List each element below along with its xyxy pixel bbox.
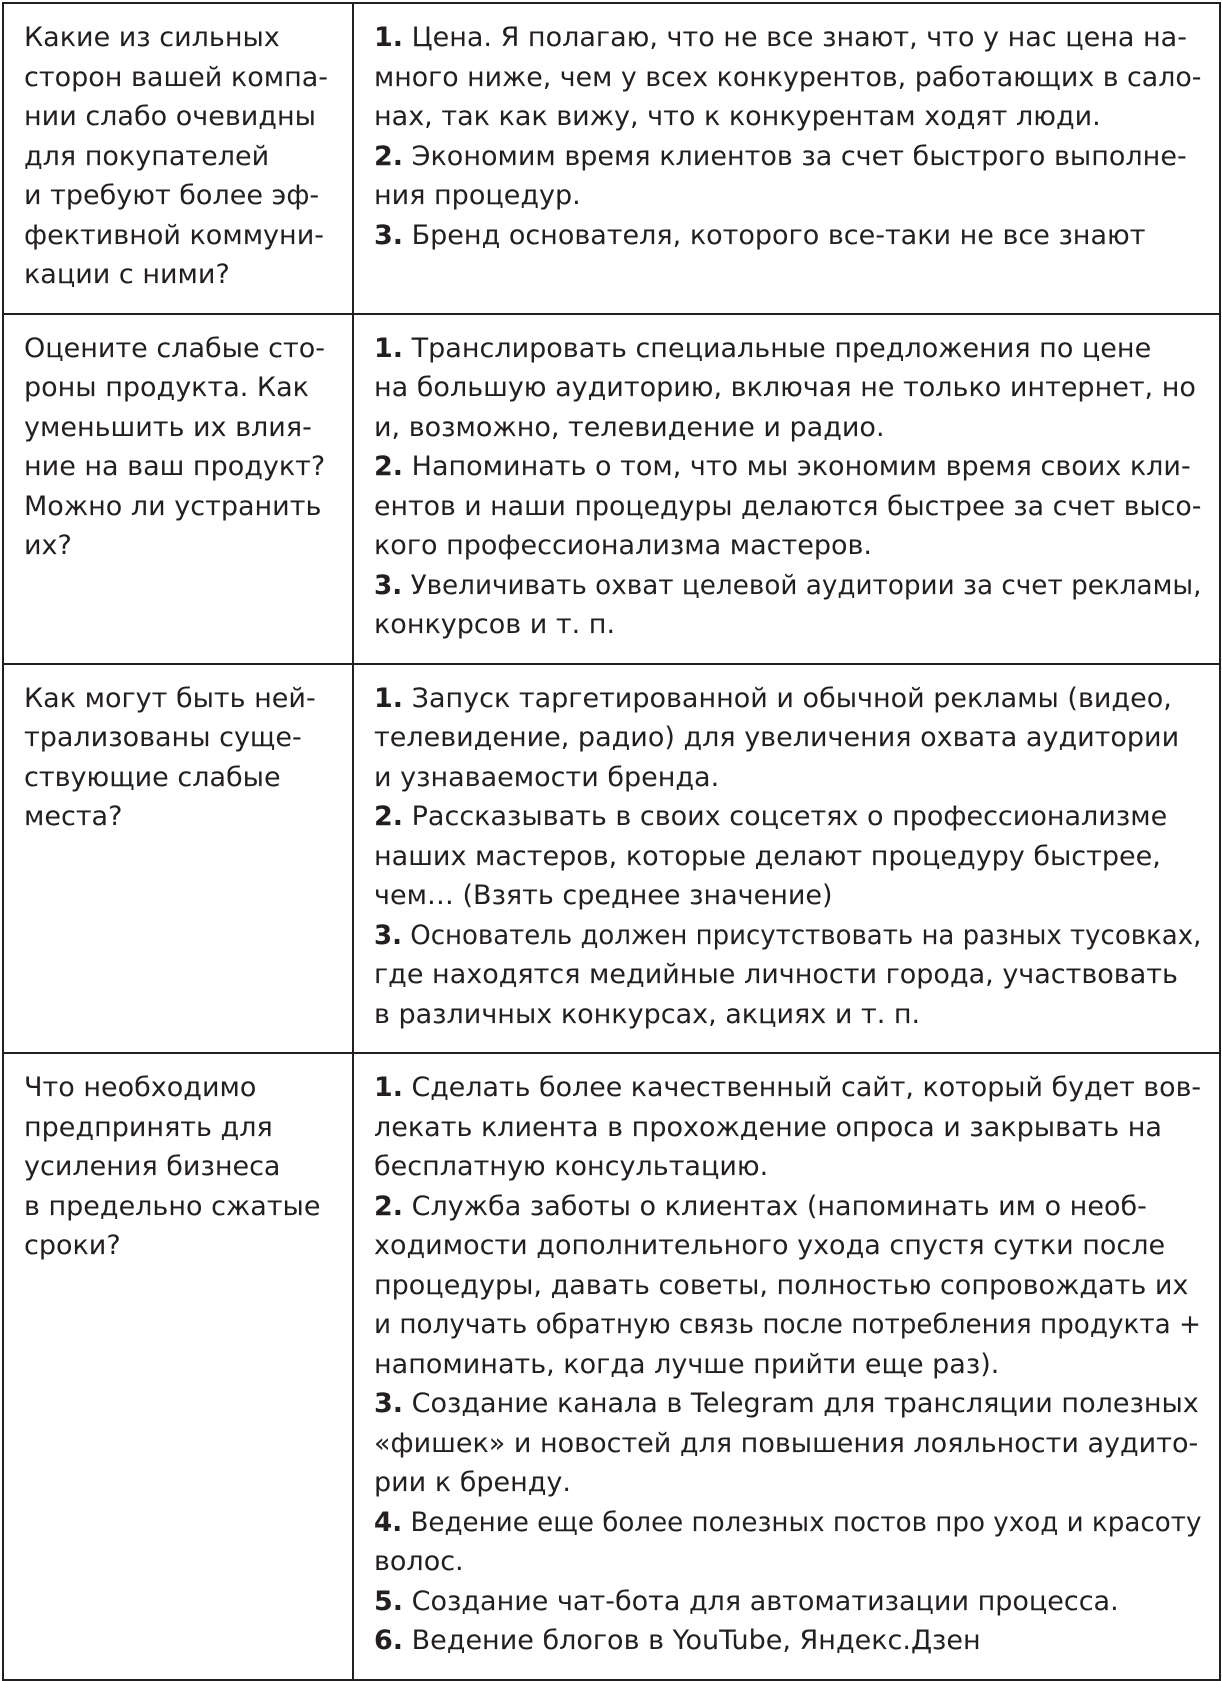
answer-line — [374, 18, 1201, 58]
answer-text: Увеличивать охват целевой аудитории за счет рекламы, — [410, 569, 1202, 601]
question-line: Оцените слабые сто- — [24, 332, 326, 364]
answer-line — [374, 955, 1201, 995]
answer-line — [374, 1424, 1201, 1464]
question-cell — [3, 1053, 353, 1680]
answer-line — [374, 176, 1201, 216]
item-number: 2. — [374, 1190, 404, 1222]
question-line: уменьшить их влия- — [24, 411, 312, 443]
answer-line — [374, 995, 1201, 1035]
answer-line — [374, 1503, 1202, 1543]
answer-cell — [353, 664, 1220, 1054]
answer-cell — [353, 314, 1220, 664]
item-number: 3. — [374, 569, 403, 601]
item-number: 4. — [374, 1506, 403, 1538]
answer-line — [374, 1147, 1201, 1187]
item-number: 2. — [374, 451, 404, 482]
question-line: фективной коммуни- — [24, 219, 324, 251]
question-line: для покупателей — [24, 140, 270, 172]
item-number: 2. — [374, 801, 404, 832]
question-line: ние на ваш продукт? — [24, 451, 326, 482]
answer-line — [374, 1345, 1201, 1385]
answer-line — [374, 216, 1201, 256]
answer-text: и узнаваемости бренда. — [374, 761, 720, 793]
answer-text: лекать клиента в прохождение опроса и закрывать на — [374, 1111, 1162, 1143]
item-number: 1. — [374, 22, 404, 53]
answer-text: и, возможно, телевидение и радио. — [374, 411, 885, 443]
answer-text: наших мастеров, которые делают процедуру быстрее, — [374, 840, 1161, 872]
item-number: 1. — [374, 682, 404, 714]
item-number: 5. — [374, 1585, 404, 1617]
table-row — [3, 664, 1220, 1054]
answer-line — [374, 876, 1201, 916]
answer-text: процедуры, давать советы, полностью сопровождать их — [374, 1269, 1189, 1301]
answer-line — [374, 1582, 1201, 1622]
answer-line — [374, 1266, 1201, 1306]
table-row — [3, 314, 1220, 664]
answer-line — [374, 1305, 1202, 1345]
item-number: 3. — [374, 1388, 404, 1419]
question-line: Что необходимо — [24, 1072, 257, 1103]
answer-text: «фишек» и новостей для повышения лояльности аудито- — [374, 1427, 1199, 1459]
answer-line — [374, 368, 1201, 408]
table-row — [3, 1053, 1220, 1680]
answer-line — [374, 1226, 1201, 1266]
answer-line — [374, 566, 1202, 606]
answer-text: Служба заботы о клиентах (напоминать им о необ- — [411, 1190, 1147, 1222]
answer-line — [374, 837, 1201, 877]
answer-text: Рассказывать в своих соцсетях о профессионализме — [411, 801, 1168, 832]
answer-text: Создание чат-бота для автоматизации процесса. — [411, 1585, 1119, 1617]
answer-line — [374, 329, 1201, 369]
answer-line — [374, 758, 1201, 798]
answer-line — [374, 97, 1201, 137]
answer-text: на большую аудиторию, включая не только интернет, но — [374, 372, 1196, 403]
question-line: Можно ли устранить — [24, 490, 322, 522]
answer-text: чем… (Взять среднее значение) — [374, 880, 833, 911]
qa-table — [2, 2, 1221, 1681]
question-line: предпринять для — [24, 1111, 273, 1143]
answer-text: ния процедур. — [374, 180, 581, 211]
answer-text: телевидение, радио) для увеличения охвата аудитории — [374, 722, 1180, 753]
item-number: 3. — [374, 919, 402, 951]
answer-line — [374, 718, 1201, 758]
answer-text: бесплатную консультацию. — [374, 1151, 769, 1182]
answer-line — [374, 137, 1201, 177]
question-line: и требуют более эф- — [24, 180, 320, 211]
answer-line — [374, 1068, 1202, 1108]
question-line: сторон вашей компа- — [24, 61, 329, 93]
answer-text: ентов и наши процедуры делаются быстрее за счет высо- — [374, 490, 1202, 522]
answer-line — [374, 1187, 1201, 1227]
answer-text: ходимости дополнительного ухода спустя сутки после — [374, 1230, 1166, 1261]
item-number: 1. — [374, 1072, 403, 1103]
qa-table-body — [3, 3, 1220, 1680]
answer-text: Ведение блогов в YouTube, Яндекс.Дзен — [411, 1625, 981, 1656]
answer-line — [374, 605, 1201, 645]
answer-text: Цена. Я полагаю, что не все знают, что у нас цена на- — [411, 22, 1187, 53]
answer-text: конкурсов и т. п. — [374, 609, 616, 640]
answer-line — [374, 1463, 1201, 1503]
table-row — [3, 3, 1220, 314]
question-line: места? — [24, 801, 123, 832]
answer-text: рии к бренду. — [374, 1467, 571, 1498]
answer-line — [374, 916, 1202, 956]
answer-text: кого профессионализма мастеров. — [374, 530, 872, 561]
question-line: Как могут быть ней- — [24, 682, 316, 714]
item-number: 1. — [374, 332, 404, 364]
answer-text: Транслировать специальные предложения по цене — [411, 332, 1152, 364]
answer-text: Сделать более качественный сайт, который будет вов- — [411, 1072, 1202, 1103]
question-line: их? — [24, 530, 72, 561]
question-cell — [3, 314, 353, 664]
answer-text: Ведение еще более полезных постов про уход и красоту — [410, 1506, 1202, 1538]
question-cell — [3, 3, 353, 314]
answer-text: где находятся медийные личности города, участвовать — [374, 959, 1178, 990]
answer-line — [374, 679, 1201, 719]
question-line: роны продукта. Как — [24, 372, 309, 403]
answer-text: Основатель должен присутствовать на разных тусовках, — [410, 919, 1202, 951]
answer-line — [374, 447, 1201, 487]
answer-line — [374, 58, 1202, 98]
answer-text: много ниже, чем у всех конкурентов, работающих в сало- — [374, 61, 1202, 93]
answer-text: Создание канала в Telegram для трансляции полезных — [411, 1388, 1199, 1419]
answer-text: и получать обратную связь после потребления продукта + — [374, 1309, 1202, 1340]
item-number: 3. — [374, 219, 404, 251]
answer-line — [374, 487, 1202, 527]
answer-line — [374, 1621, 1201, 1661]
item-number: 2. — [374, 140, 404, 172]
answer-text: Экономим время клиентов за счет быстрого выполне- — [411, 140, 1187, 172]
answer-line — [374, 1542, 1201, 1582]
answer-text: Запуск таргетированной и обычной рекламы (видео, — [411, 682, 1172, 714]
answer-text: нах, так как вижу, что к конкурентам ходят люди. — [374, 101, 1101, 132]
answer-line — [374, 1108, 1201, 1148]
question-line: в предельно сжатые — [24, 1190, 321, 1222]
question-line: Какие из сильных — [24, 22, 280, 53]
question-cell — [3, 664, 353, 1054]
answer-line — [374, 1384, 1201, 1424]
answer-text: напоминать, когда лучше прийти еще раз). — [374, 1348, 1000, 1380]
question-line: ствующие слабые — [24, 761, 281, 793]
answer-text: волос. — [374, 1546, 464, 1577]
answer-text: Напоминать о том, что мы экономим время своих кли- — [411, 451, 1191, 482]
item-number: 6. — [374, 1625, 404, 1656]
question-line: кации с ними? — [24, 259, 230, 290]
answer-text: в различных конкурсах, акциях и т. п. — [374, 998, 921, 1030]
answer-cell — [353, 1053, 1220, 1680]
question-line: сроки? — [24, 1230, 121, 1261]
answer-cell — [353, 3, 1220, 314]
question-line: трализованы суще- — [24, 722, 302, 753]
answer-line — [374, 526, 1201, 566]
answer-line — [374, 797, 1201, 837]
answer-line — [374, 408, 1201, 448]
question-line: усиления бизнеса — [24, 1151, 281, 1182]
question-line: нии слабо очевидны — [24, 101, 316, 132]
answer-text: Бренд основателя, которого все-таки не все знают — [411, 219, 1146, 251]
